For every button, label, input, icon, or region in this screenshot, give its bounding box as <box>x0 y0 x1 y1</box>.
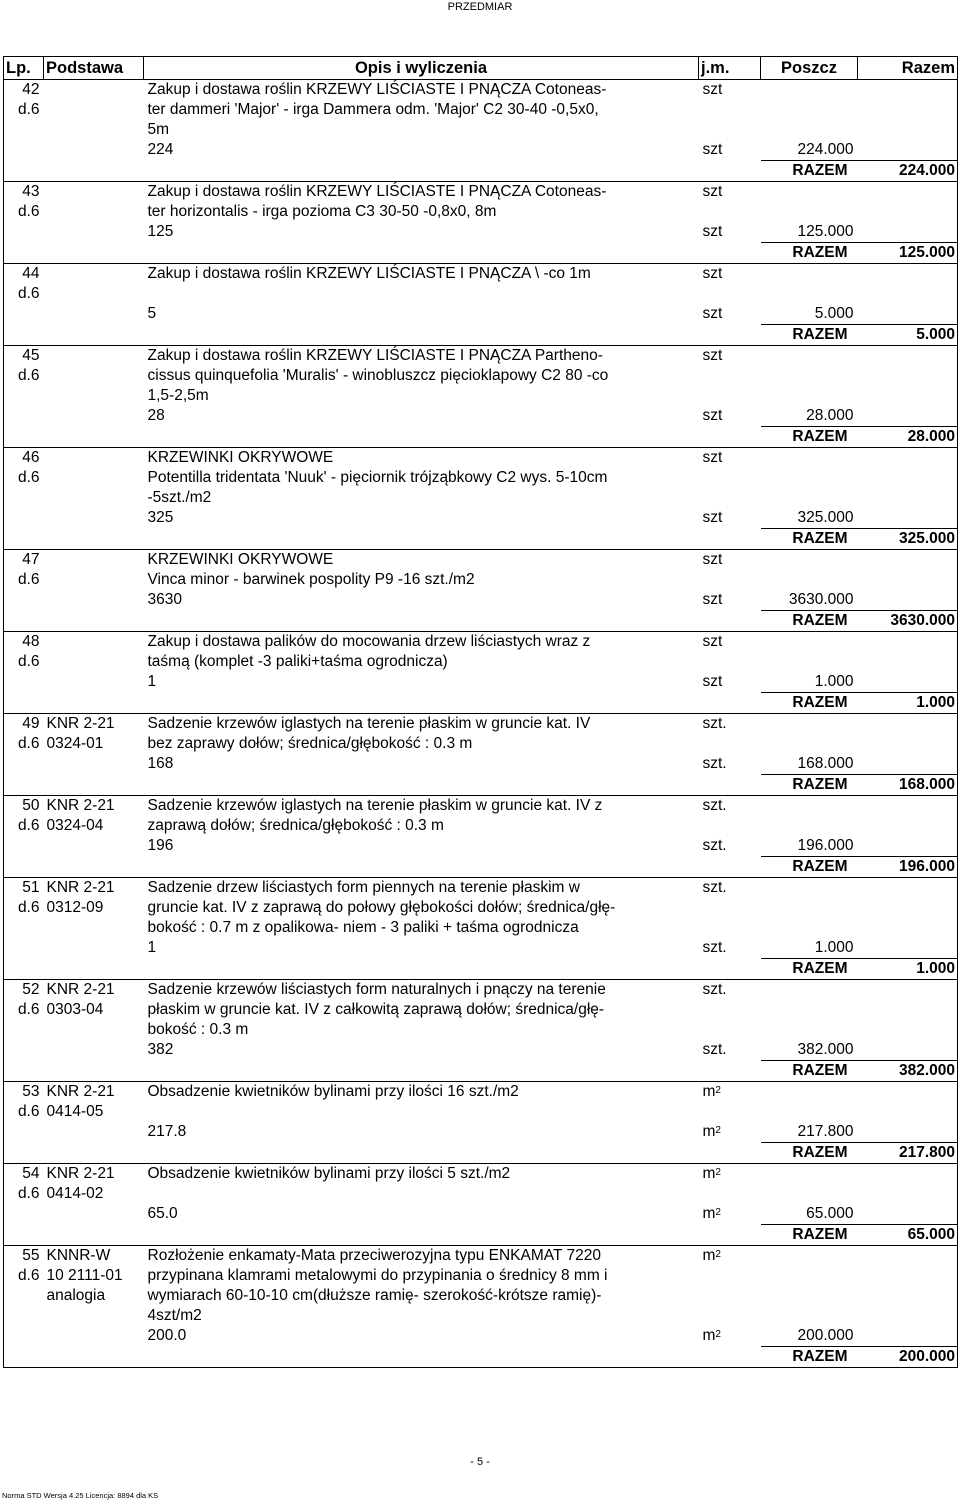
item-quantity-row <box>4 406 958 427</box>
column-header-opis: Opis i wyliczenia <box>144 57 699 80</box>
item-unit: szt. <box>702 879 727 896</box>
item-quantity-unit: szt. <box>702 939 727 956</box>
item-sum-row <box>4 775 958 796</box>
item-quantity-row <box>4 754 958 775</box>
item-quantity-row <box>4 140 958 161</box>
item-poszcz-value: 382.000 <box>797 1041 854 1058</box>
sum-value: 65.000 <box>907 1226 955 1243</box>
item-lp: 53 <box>22 1083 40 1100</box>
item-unit: m <box>702 1247 716 1264</box>
item-sum-row <box>4 611 958 632</box>
item-quantity-unit: m <box>702 1205 716 1222</box>
item-podstawa: KNR 2-21 <box>46 797 115 814</box>
item-unit-exponent: 2 <box>715 1167 721 1178</box>
item-quantity-unit: szt <box>702 591 723 608</box>
item-line <box>4 284 958 304</box>
item-quantity: 217.8 <box>147 1123 187 1140</box>
item-lp: 54 <box>22 1165 40 1182</box>
item-description-line: zaprawą dołów; średnica/głębokość : 0.3 m <box>147 817 444 834</box>
sum-label: RAZEM <box>792 428 848 445</box>
item-poszcz-value: 5.000 <box>814 305 854 322</box>
item-line <box>4 1020 958 1040</box>
item-line <box>4 468 958 488</box>
item-quantity-unit: szt. <box>702 837 727 854</box>
item-line <box>4 120 958 140</box>
item-unit: szt <box>702 551 723 568</box>
item-sum-row <box>4 1347 958 1368</box>
sum-value: 224.000 <box>898 162 955 179</box>
item-lp: d.6 <box>17 367 40 384</box>
item-quantity-row <box>4 1326 958 1347</box>
table-header-row <box>4 57 958 80</box>
item-line <box>4 488 958 508</box>
item-quantity-unit: szt <box>702 223 723 240</box>
item-quantity-row <box>4 1204 958 1225</box>
item-quantity: 168 <box>147 755 174 772</box>
document-title: PRZEDMIAR <box>447 1 513 13</box>
item-description-line: bokość : 0.7 m z opalikowa- niem - 3 paliki + taśma ogrodnicza <box>147 919 579 936</box>
item-line <box>4 1306 958 1326</box>
sum-value: 325.000 <box>898 530 955 547</box>
item-description-line: 4szt/m2 <box>147 1307 202 1324</box>
item-line <box>4 816 958 836</box>
item-lp: 49 <box>22 715 40 732</box>
sum-value: 3630.000 <box>890 612 955 629</box>
item-description-line: Sadzenie krzewów iglastych na terenie płaskim w gruncie kat. IV <box>147 715 591 732</box>
item-lp: 55 <box>22 1247 40 1264</box>
item-description-line: Vinca minor - barwinek pospolity P9 -16 szt./m2 <box>147 571 475 588</box>
item-podstawa: analogia <box>46 1287 106 1304</box>
item-lp: 43 <box>22 183 40 200</box>
item-quantity-row <box>4 590 958 611</box>
cost-estimate-table <box>3 56 958 1368</box>
item-line <box>4 182 958 203</box>
sum-label: RAZEM <box>792 1062 848 1079</box>
item-quantity-unit: m <box>702 1123 716 1140</box>
item-sum-row <box>4 1143 958 1164</box>
item-sum-row <box>4 959 958 980</box>
sum-label: RAZEM <box>792 530 848 547</box>
item-quantity-row <box>4 1040 958 1061</box>
item-description-line: wymiarach 60-10-10 cm(dłuższe ramię- szerokość-krótsze ramię)- <box>147 1287 602 1304</box>
item-lp: d.6 <box>17 101 40 118</box>
item-lp: d.6 <box>17 653 40 670</box>
item-poszcz-value: 28.000 <box>806 407 854 424</box>
item-poszcz-value: 125.000 <box>797 223 854 240</box>
item-line <box>4 366 958 386</box>
item-unit: szt <box>702 633 723 650</box>
item-podstawa: KNR 2-21 <box>46 1083 115 1100</box>
item-lp: 47 <box>22 551 40 568</box>
sum-label: RAZEM <box>792 1144 848 1161</box>
item-quantity-row <box>4 222 958 243</box>
item-quantity: 5 <box>147 305 157 322</box>
sum-value: 196.000 <box>898 858 955 875</box>
item-sum-row <box>4 857 958 878</box>
item-lp: 42 <box>22 81 40 98</box>
item-line <box>4 652 958 672</box>
item-quantity-unit: szt <box>702 141 723 158</box>
item-line <box>4 1000 958 1020</box>
sum-label: RAZEM <box>792 694 848 711</box>
item-lp: d.6 <box>17 1001 40 1018</box>
item-lp: d.6 <box>17 817 40 834</box>
item-description-line: Zakup i dostawa roślin KRZEWY LIŚCIASTE I PNĄCZA Cotoneas- <box>147 183 607 200</box>
item-lp: d.6 <box>17 1267 40 1284</box>
item-line <box>4 1082 958 1103</box>
item-quantity-row <box>4 304 958 325</box>
sum-value: 1.000 <box>916 960 955 977</box>
item-unit: szt <box>702 265 723 282</box>
item-quantity: 224 <box>147 141 174 158</box>
item-podstawa: KNR 2-21 <box>46 1165 115 1182</box>
item-podstawa: 0324-04 <box>46 817 104 834</box>
page-number: - 5 - <box>470 1456 490 1468</box>
item-poszcz-value: 224.000 <box>797 141 854 158</box>
item-description-line: płaskim w gruncie kat. IV z całkowitą zaprawą dołów; średnica/głę- <box>147 1001 605 1018</box>
item-description-line: 1,5-2,5m <box>147 387 209 404</box>
item-description-line: ter horizontalis - irga pozioma C3 30-50 -0,8x0, 8m <box>147 203 497 220</box>
item-line <box>4 980 958 1001</box>
item-podstawa: 0414-05 <box>46 1103 104 1120</box>
item-quantity-row <box>4 938 958 959</box>
item-unit: szt <box>702 81 723 98</box>
item-lp: 51 <box>22 879 40 896</box>
item-sum-row <box>4 325 958 346</box>
item-lp: d.6 <box>17 285 40 302</box>
item-poszcz-value: 217.800 <box>797 1123 854 1140</box>
item-unit: szt <box>702 449 723 466</box>
item-description-line: 5m <box>147 121 170 138</box>
item-line <box>4 570 958 590</box>
column-header-lp: Lp. <box>4 57 44 80</box>
item-line <box>4 796 958 817</box>
item-description-line: Zakup i dostawa roślin KRZEWY LIŚCIASTE I PNĄCZA Partheno- <box>147 347 603 364</box>
item-lp: 50 <box>22 797 40 814</box>
item-description-line: -5szt./m2 <box>147 489 212 506</box>
item-description-line: ter dammeri 'Major' - irga Dammera odm. 'Major' C2 30-40 -0,5x0, <box>147 101 599 118</box>
item-poszcz-value: 1.000 <box>814 939 854 956</box>
item-unit: szt. <box>702 715 727 732</box>
item-line <box>4 202 958 222</box>
item-description-line: bokość : 0.3 m <box>147 1021 249 1038</box>
sum-label: RAZEM <box>792 858 848 875</box>
item-quantity-unit: szt. <box>702 1041 727 1058</box>
item-quantity-row <box>4 508 958 529</box>
sum-label: RAZEM <box>792 960 848 977</box>
item-podstawa: 10 2111-01 <box>46 1267 123 1284</box>
item-quantity: 28 <box>147 407 165 424</box>
item-quantity-unit: m <box>702 1327 716 1344</box>
item-quantity-unit: szt <box>702 407 723 424</box>
item-quantity-unit-exponent: 2 <box>715 1125 721 1136</box>
item-unit: m <box>702 1165 716 1182</box>
item-lp: d.6 <box>17 203 40 220</box>
item-line <box>4 898 958 918</box>
item-quantity: 200.0 <box>147 1327 187 1344</box>
item-unit: szt. <box>702 797 727 814</box>
item-line <box>4 878 958 899</box>
item-quantity-unit: szt <box>702 509 723 526</box>
item-description-line: taśmą (komplet -3 paliki+taśma ogrodnicza) <box>147 653 448 670</box>
item-description-line: przypinana klamrami metalowymi do przypinania o średnicy 8 mm i <box>147 1267 608 1284</box>
item-line <box>4 80 958 101</box>
item-quantity: 325 <box>147 509 174 526</box>
item-sum-row <box>4 427 958 448</box>
item-description-line: KRZEWINKI OKRYWOWE <box>147 449 334 466</box>
item-description-line: Obsadzenie kwietników bylinami przy ilości 5 szt./m2 <box>147 1165 511 1182</box>
sum-value: 217.800 <box>898 1144 955 1161</box>
item-line <box>4 448 958 469</box>
item-lp: d.6 <box>17 469 40 486</box>
sum-label: RAZEM <box>792 776 848 793</box>
item-description-line: Sadzenie krzewów liściastych form naturalnych i pnączy na terenie <box>147 981 606 998</box>
item-quantity: 125 <box>147 223 174 240</box>
item-quantity-unit: szt <box>702 305 723 322</box>
item-sum-row <box>4 243 958 264</box>
sum-label: RAZEM <box>792 612 848 629</box>
item-description-line: KRZEWINKI OKRYWOWE <box>147 551 334 568</box>
item-unit: m <box>702 1083 716 1100</box>
item-sum-row <box>4 529 958 550</box>
item-quantity: 65.0 <box>147 1205 178 1222</box>
item-quantity: 1 <box>147 673 157 690</box>
item-podstawa: KNR 2-21 <box>46 715 115 732</box>
item-lp: d.6 <box>17 571 40 588</box>
item-lp: d.6 <box>17 1185 40 1202</box>
item-lp: d.6 <box>17 735 40 752</box>
item-description-line: bez zaprawy dołów; średnica/głębokość : 0.3 m <box>147 735 473 752</box>
item-description-line: Obsadzenie kwietników bylinami przy ilości 16 szt./m2 <box>147 1083 519 1100</box>
item-quantity-unit: szt <box>702 673 723 690</box>
item-podstawa: 0303-04 <box>46 1001 104 1018</box>
item-podstawa: KNR 2-21 <box>46 981 115 998</box>
item-line <box>4 1164 958 1185</box>
item-line <box>4 714 958 735</box>
item-unit-exponent: 2 <box>715 1249 721 1260</box>
sum-value: 125.000 <box>898 244 955 261</box>
item-line <box>4 1286 958 1306</box>
column-header-poszcz: Poszcz <box>761 57 858 80</box>
item-unit-exponent: 2 <box>715 1085 721 1096</box>
item-quantity-row <box>4 672 958 693</box>
item-poszcz-value: 1.000 <box>814 673 854 690</box>
item-line <box>4 100 958 120</box>
item-line <box>4 1266 958 1286</box>
item-line <box>4 550 958 571</box>
item-description-line: Zakup i dostawa roślin KRZEWY LIŚCIASTE I PNĄCZA Cotoneas- <box>147 81 607 98</box>
item-podstawa: 0414-02 <box>46 1185 104 1202</box>
item-podstawa: 0312-09 <box>46 899 104 916</box>
item-quantity: 382 <box>147 1041 174 1058</box>
sum-label: RAZEM <box>792 1226 848 1243</box>
item-line <box>4 734 958 754</box>
item-sum-row <box>4 161 958 182</box>
item-poszcz-value: 196.000 <box>797 837 854 854</box>
item-sum-row <box>4 1225 958 1246</box>
item-poszcz-value: 200.000 <box>797 1327 854 1344</box>
item-description-line: cissus quinquefolia 'Muralis' - winobluszcz pięcioklapowy C2 80 -co <box>147 367 609 384</box>
item-quantity-unit: szt. <box>702 755 727 772</box>
item-line <box>4 1246 958 1267</box>
column-header-podstawa: Podstawa <box>44 57 144 80</box>
item-unit: szt <box>702 183 723 200</box>
sum-value: 1.000 <box>916 694 955 711</box>
item-podstawa: 0324-01 <box>46 735 104 752</box>
column-header-jm: j.m. <box>699 57 761 80</box>
sum-label: RAZEM <box>792 162 848 179</box>
item-poszcz-value: 65.000 <box>806 1205 854 1222</box>
item-line <box>4 1184 958 1204</box>
item-podstawa: KNR 2-21 <box>46 879 115 896</box>
item-quantity-row <box>4 836 958 857</box>
sum-value: 382.000 <box>898 1062 955 1079</box>
item-lp: 45 <box>22 347 40 364</box>
sum-label: RAZEM <box>792 244 848 261</box>
item-quantity-unit-exponent: 2 <box>715 1207 721 1218</box>
license-note: Norma STD Wersja 4.25 Licencja: 8894 dla KS <box>2 1491 159 1500</box>
item-lp: 44 <box>22 265 40 282</box>
sum-value: 200.000 <box>898 1348 955 1365</box>
item-quantity-unit-exponent: 2 <box>715 1329 721 1340</box>
item-unit: szt <box>702 347 723 364</box>
item-line <box>4 264 958 285</box>
sum-label: RAZEM <box>792 1348 848 1365</box>
item-lp: d.6 <box>17 1103 40 1120</box>
item-podstawa: KNNR-W <box>46 1247 111 1264</box>
item-line <box>4 386 958 406</box>
item-quantity-row <box>4 1122 958 1143</box>
item-lp: d.6 <box>17 899 40 916</box>
item-line <box>4 632 958 653</box>
item-unit: szt. <box>702 981 727 998</box>
item-line <box>4 346 958 367</box>
item-sum-row <box>4 693 958 714</box>
item-line <box>4 918 958 938</box>
sum-value: 28.000 <box>907 428 955 445</box>
item-description-line: Potentilla tridentata 'Nuuk' - pięciornik trójząbkowy C2 wys. 5-10cm <box>147 469 608 486</box>
column-header-razem: Razem <box>858 57 958 80</box>
item-description-line: Rozłożenie enkamaty-Mata przeciwerozyjna typu ENKAMAT 7220 <box>147 1247 601 1264</box>
item-description-line: Zakup i dostawa roślin KRZEWY LIŚCIASTE I PNĄCZA \ -co 1m <box>147 265 591 282</box>
item-poszcz-value: 3630.000 <box>788 591 854 608</box>
item-quantity: 1 <box>147 939 157 956</box>
item-line <box>4 1102 958 1122</box>
sum-value: 168.000 <box>898 776 955 793</box>
item-description-line: Zakup i dostawa palików do mocowania drzew liściastych wraz z <box>147 633 591 650</box>
sum-value: 5.000 <box>916 326 955 343</box>
item-description-line: gruncie kat. IV z zaprawą do połowy głębokości dołów; średnica/głę- <box>147 899 616 916</box>
item-poszcz-value: 325.000 <box>797 509 854 526</box>
item-description-line: Sadzenie drzew liściastych form piennych na terenie płaskim w <box>147 879 580 896</box>
item-quantity: 196 <box>147 837 174 854</box>
item-quantity: 3630 <box>147 591 182 608</box>
item-lp: 48 <box>22 633 40 650</box>
item-poszcz-value: 168.000 <box>797 755 854 772</box>
sum-label: RAZEM <box>792 326 848 343</box>
item-sum-row <box>4 1061 958 1082</box>
item-lp: 46 <box>22 449 40 466</box>
item-description-line: Sadzenie krzewów iglastych na terenie płaskim w gruncie kat. IV z <box>147 797 603 814</box>
item-lp: 52 <box>22 981 40 998</box>
